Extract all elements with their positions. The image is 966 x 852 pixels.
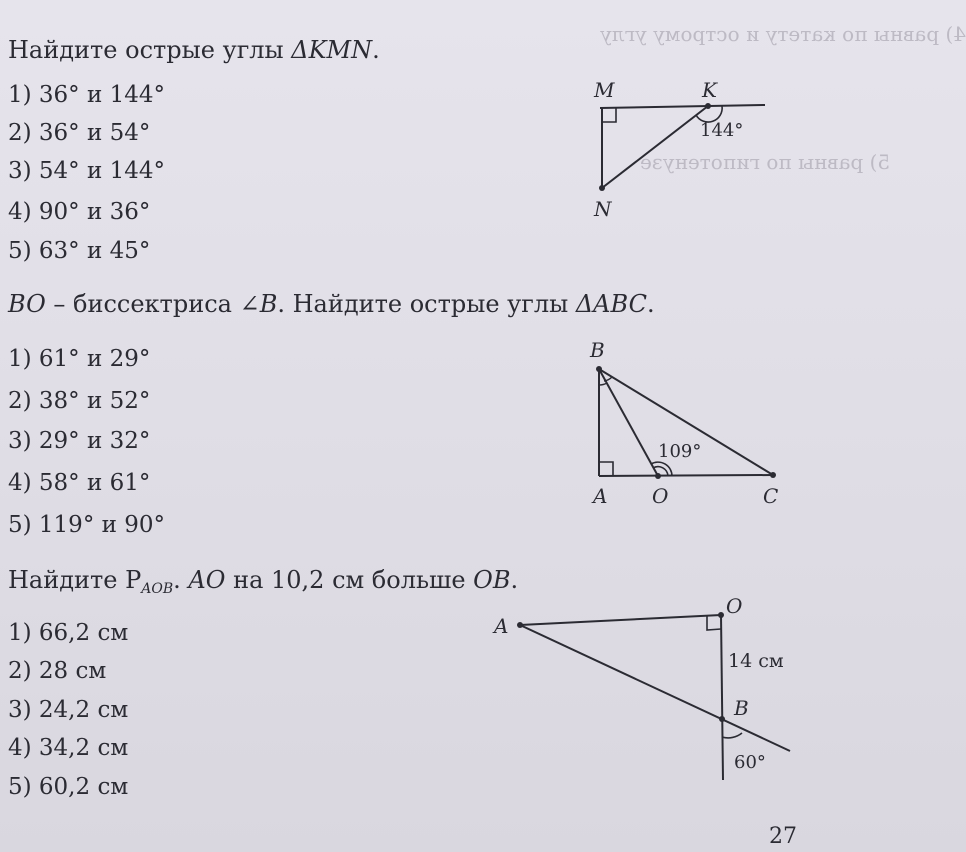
point-o	[718, 612, 724, 618]
problem1-title: Найдите острые углы ΔKMN.	[8, 36, 380, 64]
segment-ao	[520, 615, 721, 625]
problem1-option-3[interactable]: 3) 54° и 144°	[8, 158, 166, 184]
problem2-option-5[interactable]: 5) 119° и 90°	[8, 512, 166, 538]
problem1-option-5[interactable]: 5) 63° и 45°	[8, 238, 151, 264]
angle-arc-60	[722, 733, 742, 738]
angle-label: 60°	[734, 752, 766, 773]
problem2-option-2[interactable]: 2) 38° и 52°	[8, 388, 151, 414]
right-angle-mark	[707, 616, 721, 630]
problem3-title: Найдите $P_{AOB}$. AO на 10,2 см больше OB.	[8, 566, 519, 597]
problem1-option-4[interactable]: 4) 90° и 36°	[8, 199, 151, 225]
problem1-figure	[560, 70, 780, 230]
problem3-option-5[interactable]: 5) 60,2 см	[8, 774, 129, 800]
label-o: O	[726, 594, 743, 618]
point-k	[705, 103, 711, 109]
angle-label: 144°	[700, 120, 744, 141]
page-number: 27	[769, 824, 797, 849]
problem2-title: BO – биссектриса ∠B. Найдите острые углы ΔABC.	[8, 290, 655, 318]
right-angle-mark	[602, 108, 616, 122]
line-ab-extended	[520, 625, 790, 751]
point-n	[599, 185, 605, 191]
problem2-option-3[interactable]: 3) 29° и 32°	[8, 428, 151, 454]
point-c	[770, 472, 776, 478]
right-angle-mark	[599, 462, 613, 476]
problem2-option-1[interactable]: 1) 61° и 29°	[8, 346, 151, 372]
problem2-option-4[interactable]: 4) 58° и 61°	[8, 470, 151, 496]
label-b: B	[734, 696, 749, 720]
label-a: A	[494, 614, 509, 638]
problem3-option-4[interactable]: 4) 34,2 см	[8, 735, 129, 761]
point-a	[517, 622, 523, 628]
label-k: K	[702, 78, 717, 102]
label-o: O	[652, 484, 669, 508]
problem3-option-3[interactable]: 3) 24,2 см	[8, 697, 129, 723]
problem1-option-2[interactable]: 2) 36° и 54°	[8, 120, 151, 146]
line-mk	[600, 105, 765, 108]
problem3-figure	[490, 585, 803, 790]
angle-label: 109°	[658, 441, 702, 462]
label-c: C	[763, 484, 779, 508]
bleed-through-text: 4) равны по катету и острому углу	[600, 22, 966, 46]
label-b: B	[590, 338, 605, 362]
line-ob-extended	[721, 615, 723, 780]
bisector-bo	[599, 369, 658, 476]
label-n: N	[594, 197, 612, 221]
side-label: 14 см	[728, 650, 784, 672]
angle-arc-b1	[599, 383, 607, 385]
segment-ac	[599, 475, 773, 476]
bleed-through-text: 5) равны по гипотенузе	[640, 150, 891, 174]
label-m: M	[594, 78, 615, 102]
problem2-figure	[560, 335, 790, 515]
point-b	[596, 366, 602, 372]
problem3-option-1[interactable]: 1) 66,2 см	[8, 620, 129, 646]
problem3-option-2[interactable]: 2) 28 см	[8, 658, 107, 684]
point-b	[719, 716, 725, 722]
label-a: A	[593, 484, 608, 508]
segment-nk	[602, 106, 708, 188]
point-o	[655, 473, 661, 479]
problem1-option-1[interactable]: 1) 36° и 144°	[8, 82, 166, 108]
